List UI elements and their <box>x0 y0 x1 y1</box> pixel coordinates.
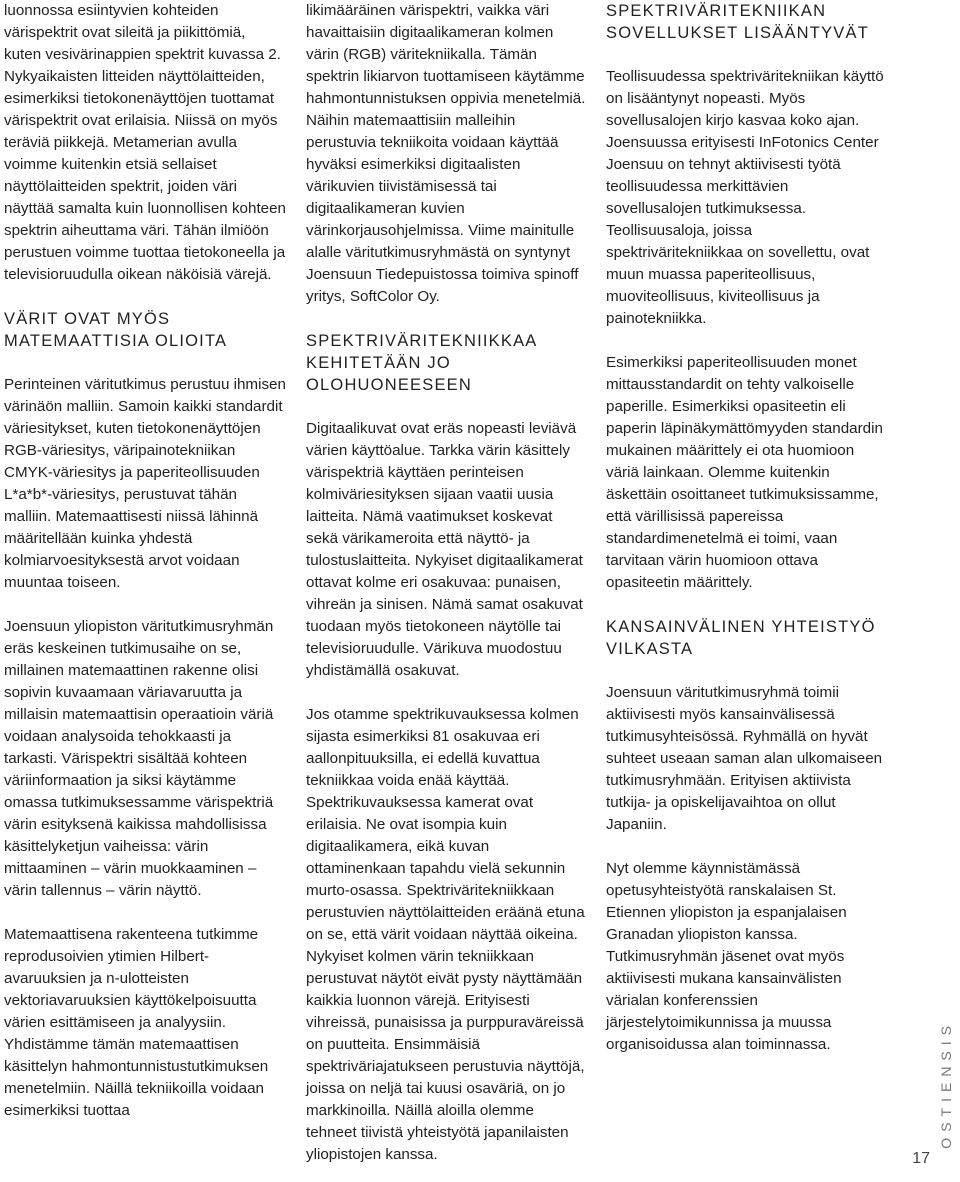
side-label: OSTIENSIS <box>938 1020 954 1149</box>
paragraph: Nyt olemme käynnistämässä opetusyhteistyötä ranskalaisen St. Etiennen yliopiston ja espanjalaisen Granadan yliopiston kanssa. Tutkimusryhmän jäsenet ovat myös aktiivisesti mukana kansainvälisten värialan konferenssien järjestelytoimikunnissa ja muussa organisoidussa alan toiminnassa. <box>606 860 847 1053</box>
paragraph: luonnossa esiintyvien kohteiden värispektrit ovat sileitä ja piikittömiä, kuten vesivärinappien spektrit kuvassa 2. Nykyaikaisten litteiden näyttölaitteiden, esimerkiksi tietokonenäyttöjen tuottamat värispektrit ovat erilaisia. Niissä on myös teräviä piikkejä. Metamerian avulla voimme kuitenkin etsiä sellaiset näyttölaitteiden spektrit, joiden väri näyttää samalta kuin luonnollisen kohteen spektrin aiheuttama väri. Tähän ilmiöön perustuen voimme tuottaa tietokoneella ja televisioruudulla oikean näköisiä värejä. <box>4 2 286 283</box>
paragraph: Jos otamme spektrikuvauksessa kolmen sijasta esimerkiksi 81 osakuvaa eri aallonpituuksilla, ei edellä kuvattua tekniikkaa voida enää käyttää. Spektrikuvauksessa kamerat ovat erilaisia. Ne ovat isompia kuin digitaalikamera, eikä kuvan ottaminenkaan tapahdu vielä sekunnin murto-osassa. Spektriväritekniikkaan perustuvien näyttölaitteiden eräänä etuna on se, että värit voidaan näyttää oikeina. Nykyiset kolmen värin tekniikkaan perustuvat näytöt eivät pysty näyttämään kaikkia luonnon värejä. Erityisesti vihreissä, punaisissa ja purppuraväreissä on puutteita. Ensimmäisiä spektriväriajatukseen perustuvia näyttöjä, joissa on neljä tai kuusi osaväriä, on jo markkinoilla. Näillä aloilla olemme tehneet tiivistä yhteistyötä japanilaisten yliopistojen kanssa. <box>306 706 585 1163</box>
section-heading: SPEKTRIVÄRITEKNIIKAN SOVELLUKSET LISÄÄNTYVÄT <box>606 2 869 42</box>
section-heading: KANSAINVÄLINEN YHTEISTYÖ VILKASTA <box>606 618 876 658</box>
column-1 <box>4 0 286 1122</box>
paragraph: Teollisuudessa spektriväritekniikan käyttö on lisääntynyt nopeasti. Myös sovellusalojen kirjo kasvaa koko ajan. Joensuussa erityisesti InFotonics Center Joensuu on tehnyt aktiivisesti työtä teollisuudessa merkittävien sovellusalojen tutkimuksessa. Teollisuusaloja, joissa spektriväritekniikkaa on sovellettu, ovat muun muassa paperiteollisuus, muoviteollisuus, kiviteollisuus ja painotekniikka. <box>606 68 884 327</box>
paragraph: Esimerkiksi paperiteollisuuden monet mittausstandardit on tehty valkoiselle paperille. Esimerkiksi opasiteetin eli paperin läpinäkymättömyyden standardin mukainen määrittely ei ota huomioon väriä lainkaan. Olemme kuitenkin äskettäin osoittaneet tutkimuksissamme, että värillisissä papereissa standardimenetelmä ei toimi, vaan tarvitaan värin huomioon ottava opasiteetin määrittely. <box>606 354 883 591</box>
section-heading: VÄRIT OVAT MYÖS MATEMAATTISIA OLIOITA <box>4 310 228 350</box>
paragraph: Perinteinen väritutkimus perustuu ihmisen värinäön malliin. Samoin kaikki standardit väriesitykset, kuten tietokonenäyttöjen RGB-väriesitys, väripainotekniikan CMYK-väriesitys ja paperiteollisuuden L*a*b*-väriesitys, perustuvat tähän malliin. Matemaattisesti niissä lähinnä määritellään kuinka yhdestä kolmiarvoesityksestä arvot voidaan muuntaa toiseen. <box>4 376 286 591</box>
paragraph: Digitaalikuvat ovat eräs nopeasti leviävä värien käyttöalue. Tarkka värin käsittely värispektriä käyttäen perinteisen kolmiväriesityksen sijaan vaatii uusia laitteita. Nämä vaatimukset koskevat sekä värikameroita että näyttö- ja tulostuslaitteita. Nykyiset digitaalikamerat ottavat kolme eri osakuvaa: punaisen, vihreän ja sinisen. Nämä samat osakuvat tuodaan myös tietokoneen näytölle tai televisioruudulle. Värikuva muodostuu yhdistämällä osakuvat. <box>306 420 583 679</box>
column-3 <box>606 0 886 1056</box>
paragraph: Matemaattisena rakenteena tutkimme reprodusoivien ytimien Hilbert-avaruuksien ja n-ulotteisten vektoriavaruuksien käyttökelpoisuutta värien esittämiseen ja analyysiin. Yhdistämme tämän matemaattisen käsittelyn hahmontunnistustutkimuksen menetelmiin. Näillä tekniikoilla voidaan esimerkiksi tuottaa <box>4 926 269 1119</box>
page-number: 17 <box>912 1150 930 1167</box>
section-heading: SPEKTRIVÄRITEKNIIKKAA KEHITETÄÄN JO OLOHUONEESEEN <box>306 332 537 394</box>
column-2 <box>306 0 586 1166</box>
paragraph: likimääräinen värispektri, vaikka väri havaittaisiin digitaalikameran kolmen värin (RGB) väritekniikalla. Tämän spektrin likiarvon tuottamiseen käytämme hahmontunnistuksen oppivia menetelmiä. Näihin matemaattisiin malleihin perustuvia tekniikoita voidaan käyttää hyväksi esimerkiksi digitaalisten värikuvien tiivistämisessä tai digitaalikameran kuvien värinkorjausohjelmissa. Viime mainitulle alalle väritutkimusryhmästä on syntynyt Joensuun Tiedepuistossa toimiva spinoff yritys, SoftColor Oy. <box>306 2 586 305</box>
paragraph: Joensuun väritutkimusryhmä toimii aktiivisesti myös kansainvälisessä tutkimusyhteisössä. Ryhmällä on hyvät suhteet useaan saman alan ulkomaiseen tutkimusryhmään. Erityisen aktiivista tutkija- ja opiskelijavaihtoa on ollut Japaniin. <box>606 684 883 833</box>
paragraph: Joensuun yliopiston väritutkimusryhmän eräs keskeinen tutkimusaihe on se, millainen matemaattinen rakenne olisi sopivin kuvaamaan väriavaruutta ja millaisin matemaattisin operaatioin väriä voidaan analysoida tehokkaasti ja tarkasti. Värispektri sisältää kohteen väriinformaation ja siksi käytämme omassa tutkimuksessamme värispektriä värin esityksenä kaikissa mahdollisissa käsittelyketjun vaiheissa: värin mittaaminen – värin muokkaaminen – värin tallennus – värin näyttö. <box>4 618 274 899</box>
